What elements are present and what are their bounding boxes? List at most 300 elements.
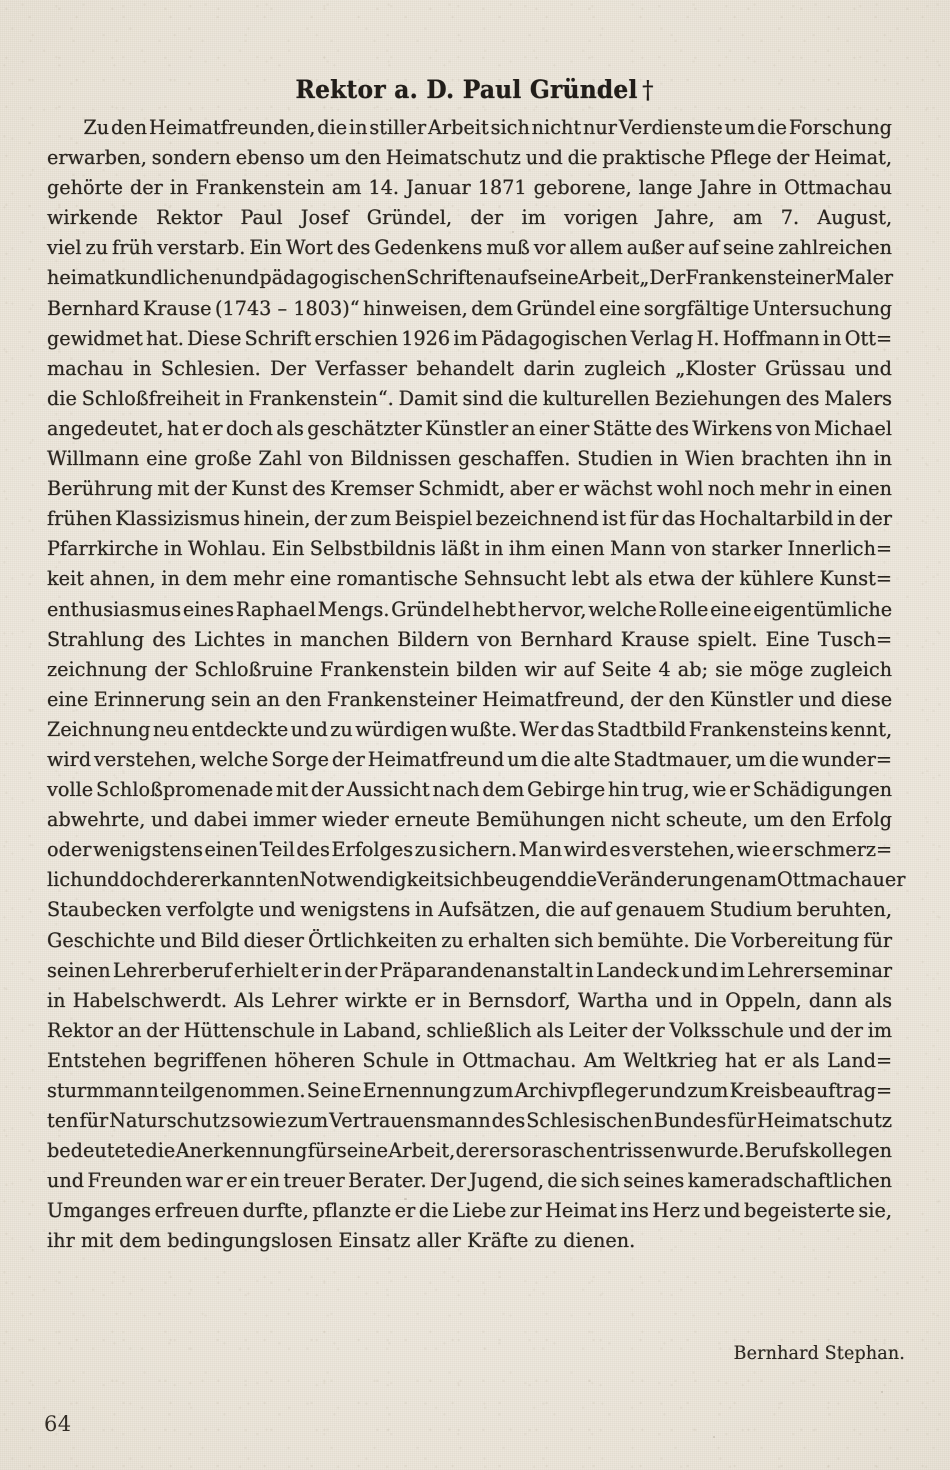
body-word: Zu	[83, 116, 110, 139]
body-word: ihn	[835, 447, 867, 471]
body-word: würdigen	[355, 717, 448, 741]
body-word: Stadtbild	[596, 717, 687, 741]
body-word: entdeckte	[191, 717, 289, 741]
body-word: dem	[471, 296, 514, 320]
body-word: Lichtes	[194, 627, 266, 651]
body-word: an	[256, 687, 281, 711]
body-word: Heimatfreund,	[482, 687, 625, 711]
body-word: und	[159, 928, 197, 952]
body-word: Bildnissen	[350, 447, 452, 471]
body-word: gehörte	[47, 176, 123, 200]
body-word: als	[614, 567, 643, 591]
body-word: Ottmachau	[784, 176, 893, 200]
body-word: es	[609, 838, 631, 862]
body-word: Ernennung	[362, 1079, 472, 1102]
body-word: in	[415, 898, 434, 922]
body-word: welche	[199, 747, 269, 771]
body-word: gewidmet	[47, 326, 143, 350]
body-word: Berufskollegen	[744, 1139, 893, 1163]
body-word: und	[655, 988, 693, 1012]
body-word: in	[319, 1018, 339, 1042]
body-word: und	[290, 717, 328, 741]
body-word: Schädigungen	[752, 778, 893, 802]
body-word: ten	[47, 1109, 79, 1133]
body-word: erneute	[394, 808, 471, 832]
body-word: Veränderungen	[597, 868, 748, 892]
body-word: Liebe	[452, 1199, 507, 1223]
body-word: verstehen,	[632, 838, 735, 862]
body-word: des	[491, 1109, 526, 1133]
body-word: als	[536, 1018, 564, 1042]
body-word: Raphael	[235, 597, 316, 621]
body-line	[47, 414, 892, 444]
body-word: Künstler	[425, 416, 509, 440]
body-word: des	[785, 386, 820, 410]
body-word: doch	[119, 868, 167, 892]
body-word: schmerz=	[794, 838, 893, 862]
body-word: diese	[841, 687, 893, 711]
body-word: volle	[47, 778, 94, 802]
body-word: eigentümliche	[753, 597, 893, 621]
body-word: der	[859, 507, 893, 531]
body-word: Pflege	[710, 146, 772, 170]
body-word: er	[488, 1139, 510, 1163]
body-word: dem	[185, 567, 228, 591]
body-word: eine	[146, 447, 188, 471]
body-line: ihr mit dem bedingungslosen Einsatz aller Kräfte zu dienen.	[47, 1229, 636, 1253]
body-word: Künstler	[710, 687, 794, 711]
body-word: in	[758, 176, 778, 200]
body-word: muß	[486, 236, 530, 260]
body-word: Verfasser	[315, 356, 408, 380]
body-word: ab;	[677, 657, 709, 681]
body-word: Krause	[142, 296, 212, 320]
body-word: Seite	[601, 657, 652, 681]
body-word: an	[511, 416, 536, 440]
body-word: „Der	[639, 266, 686, 290]
body-word: verstarb.	[157, 236, 246, 260]
body-word: als	[276, 416, 304, 440]
body-word: wir	[524, 657, 557, 681]
body-word: der	[166, 868, 200, 892]
body-word: und	[788, 1018, 826, 1042]
body-word: er	[300, 958, 322, 982]
body-word: Michael	[814, 416, 893, 440]
body-word: Berater.	[348, 1169, 427, 1193]
body-word: treuer	[283, 1169, 345, 1193]
body-word: erfreuen	[154, 1199, 240, 1223]
body-word: Arbeit	[578, 266, 640, 290]
body-word: Man	[518, 838, 563, 862]
body-word: von	[477, 627, 513, 651]
body-word: des	[152, 627, 186, 651]
body-line	[47, 354, 892, 384]
body-word: die	[567, 146, 598, 170]
body-line	[47, 564, 892, 594]
body-word: sich	[554, 928, 594, 952]
body-word: die	[547, 1169, 578, 1193]
body-word: neu	[152, 717, 190, 741]
body-word: Archivpfleger	[514, 1079, 648, 1102]
body-word: und	[798, 687, 836, 711]
body-word: das	[560, 717, 595, 741]
body-word: H.	[696, 326, 720, 350]
body-word: geschaffen.	[458, 447, 571, 471]
body-word: nur	[583, 116, 617, 139]
body-word: in	[484, 537, 504, 561]
body-word: Ott=	[844, 326, 893, 350]
body-word: 14.	[368, 176, 400, 200]
body-word: der	[776, 146, 810, 170]
body-word: welche	[588, 597, 657, 621]
body-word: pädagogischen	[259, 266, 407, 290]
body-line	[47, 113, 892, 143]
body-word: für	[727, 1109, 757, 1133]
body-line	[47, 685, 892, 715]
body-word: den	[789, 808, 826, 832]
body-word: Bemühungen	[475, 808, 606, 832]
body-word: um	[724, 116, 756, 139]
body-word: ihm	[508, 537, 546, 561]
body-word: Staubecken	[47, 898, 162, 922]
body-word: er	[394, 1199, 416, 1223]
body-word: 1926	[401, 326, 451, 350]
body-word: in	[161, 567, 180, 591]
body-word: um	[309, 146, 341, 170]
body-word: dann	[808, 988, 858, 1012]
body-word: doch	[225, 416, 273, 440]
body-word: Maler	[835, 266, 894, 290]
body-word: die	[545, 898, 576, 922]
body-word: praktische	[602, 146, 706, 170]
body-word: Lehrerberuf	[112, 958, 232, 982]
body-word: Untersuchung	[752, 296, 893, 320]
body-word: einen	[550, 537, 605, 561]
body-word: geschätzter	[307, 416, 422, 440]
body-word: wächst	[583, 477, 653, 501]
body-word: wußte.	[450, 717, 518, 741]
article-title-block	[0, 58, 950, 121]
body-word: verfolgte	[166, 898, 255, 922]
body-word: in	[659, 447, 679, 471]
body-word: Rolle	[658, 597, 709, 621]
body-word: die	[769, 747, 799, 771]
body-word: Schrift	[244, 326, 312, 350]
body-word: er	[226, 1169, 247, 1193]
body-word: Willmann	[47, 447, 140, 471]
article-title-text: Rektor a. D. Paul Gründel	[295, 74, 639, 104]
body-word: den	[285, 687, 322, 711]
body-word: wieder	[321, 808, 389, 832]
body-word: Jahre	[699, 176, 752, 200]
body-word: erschien	[314, 326, 399, 350]
body-word: Der	[430, 1169, 467, 1193]
body-word: am	[732, 206, 763, 230]
body-word: in	[699, 988, 719, 1012]
body-word: seine	[527, 266, 579, 290]
body-word: der	[630, 687, 664, 711]
body-line	[47, 835, 892, 865]
body-word: für	[79, 1109, 109, 1133]
body-word: Mann	[610, 537, 666, 561]
body-line	[47, 1016, 892, 1046]
body-word: kameradschaftlichen	[687, 1169, 893, 1193]
body-word: (1743 – 1803)“	[214, 296, 360, 320]
body-word: pflanzte	[312, 1199, 392, 1223]
body-word: Vorbereitung	[730, 928, 860, 952]
body-line	[47, 233, 892, 263]
body-word: bemühte.	[597, 928, 690, 952]
body-word: Heimatfreund	[367, 747, 505, 771]
body-word: erhalten	[468, 928, 551, 952]
body-word: und	[681, 958, 719, 982]
body-word: in	[815, 477, 834, 501]
body-word: Gebirge	[527, 778, 606, 802]
body-word: Strahlung	[47, 627, 145, 651]
body-word: romantische	[336, 567, 459, 591]
body-word: zu	[414, 838, 438, 862]
body-word: Kunst=	[819, 567, 892, 591]
body-line	[47, 775, 892, 805]
body-word: und	[258, 898, 296, 922]
body-word: August,	[817, 206, 893, 230]
body-word: die	[418, 1199, 449, 1223]
body-word: und	[151, 808, 189, 832]
body-word: der	[700, 567, 734, 591]
body-word: als	[792, 1048, 820, 1072]
body-word: Jahre,	[656, 206, 715, 230]
body-word: der	[631, 1018, 665, 1042]
body-word: Tusch=	[817, 627, 893, 651]
body-word: Berührung	[47, 477, 153, 501]
body-word: Rektor	[47, 1018, 114, 1042]
body-word: Hochaltarbild	[699, 507, 834, 531]
body-word: den	[668, 687, 705, 711]
body-word: Rektor	[156, 206, 223, 230]
body-word: Oppeln,	[725, 988, 802, 1012]
body-word: behandelt	[416, 356, 515, 380]
body-word: nach	[432, 778, 480, 802]
body-word: sowie	[231, 1109, 287, 1133]
body-word: immer	[253, 808, 317, 832]
body-word: von	[775, 416, 811, 440]
body-word: als	[864, 988, 893, 1012]
body-word: Heimat,	[814, 146, 893, 170]
body-word: zu	[441, 928, 464, 952]
body-word: Krause	[620, 627, 690, 651]
body-word: manchen	[300, 627, 390, 651]
body-word: entrissen	[585, 1139, 677, 1163]
body-word: Entstehen	[47, 1048, 147, 1072]
body-word: viel	[47, 236, 82, 260]
body-word: eines	[182, 597, 235, 621]
body-word: trug,	[641, 778, 690, 802]
body-word: in	[348, 116, 368, 139]
body-word: 1871	[477, 176, 527, 200]
body-word: wird	[563, 838, 608, 862]
body-word: Damit	[398, 386, 458, 410]
body-word: für	[863, 928, 893, 952]
body-word: Ottmachau.	[462, 1048, 577, 1072]
body-word: beugend	[482, 868, 568, 892]
body-word: zu	[330, 717, 353, 741]
body-word: der	[344, 958, 378, 982]
body-word: in	[822, 326, 842, 350]
body-word: Mengs.	[317, 597, 390, 621]
body-word: hat	[167, 416, 199, 440]
body-word: Josef	[300, 206, 349, 230]
body-word: zum	[350, 507, 392, 531]
paper-fleck	[713, 1436, 715, 1438]
body-word: Frankenstein“.	[248, 386, 394, 410]
body-word: Bernsdorf,	[468, 988, 571, 1012]
body-word: noch	[707, 477, 756, 501]
body-word: allem	[569, 236, 623, 260]
body-word: sorgfältige	[643, 296, 750, 320]
body-word: in	[133, 356, 152, 380]
body-word: erwarben,	[47, 146, 147, 170]
body-word: Beispiel	[394, 507, 473, 531]
body-word: Bernhard	[520, 627, 613, 651]
body-word: er	[729, 778, 750, 802]
body-word: dem	[482, 778, 525, 802]
body-word: auf	[563, 657, 595, 681]
body-word: Die	[693, 928, 727, 952]
body-word: und	[649, 1079, 687, 1102]
body-word: Studien	[577, 447, 653, 471]
body-word: Schloßfreiheit	[81, 386, 221, 410]
body-word: wirkende	[47, 206, 138, 230]
body-word: in	[575, 958, 594, 982]
body-word: wenigstens	[300, 898, 411, 922]
body-word: nicht	[531, 116, 582, 139]
body-word: Schlesien.	[160, 356, 261, 380]
body-word: Jugend,	[469, 1169, 545, 1193]
body-word: die	[540, 747, 571, 771]
body-word: Schloßruine	[194, 657, 313, 681]
body-word: große	[194, 447, 252, 471]
body-word: Pfarrkirche	[47, 537, 159, 561]
body-word: war	[185, 1169, 223, 1193]
body-word: und	[703, 1199, 741, 1223]
body-word: heimatkundlichen	[47, 266, 223, 290]
body-word: Stadtmauer,	[613, 747, 733, 771]
body-word: sind	[462, 386, 504, 410]
body-word: frühen	[47, 507, 112, 531]
body-word: auf	[579, 898, 611, 922]
body-word: Hüttenschule	[183, 1018, 316, 1042]
body-line	[47, 745, 892, 775]
body-word: Verlag	[630, 326, 694, 350]
body-word: etwa	[648, 567, 696, 591]
body-word: wie	[736, 838, 771, 862]
body-word: die	[508, 386, 538, 410]
body-word: lebt	[571, 567, 610, 591]
body-word: hin	[608, 778, 639, 802]
body-line	[47, 324, 892, 354]
body-word: Diese	[187, 326, 242, 350]
body-word: Ein	[249, 236, 282, 260]
body-line	[47, 1076, 892, 1106]
body-word: stiller	[369, 116, 427, 139]
body-word: mehr	[759, 477, 811, 501]
body-word: für	[307, 1139, 337, 1163]
body-word: begriffenen	[153, 1048, 267, 1072]
body-word: eine	[47, 687, 89, 711]
body-word: hebt	[472, 597, 517, 621]
body-word: die	[47, 386, 77, 410]
body-word: Grüssau	[765, 356, 846, 380]
body-word: Erfolges	[331, 838, 414, 862]
body-word: der	[455, 1139, 489, 1163]
body-word: Hoffmann	[722, 326, 820, 350]
body-word: Seine	[306, 1079, 362, 1102]
body-word: begeisterte	[743, 1199, 855, 1223]
author-signature: Bernhard Stephan.	[733, 1343, 905, 1364]
body-line	[47, 1196, 892, 1226]
body-word: das	[661, 507, 696, 531]
body-word: in	[873, 447, 893, 471]
body-line	[47, 534, 892, 564]
body-word: einen	[204, 838, 259, 862]
body-word: Schriften	[406, 266, 497, 290]
body-word: Kremser	[330, 477, 414, 501]
body-line	[47, 986, 892, 1016]
body-word: Klassizismus	[115, 507, 240, 531]
body-word: um	[753, 808, 785, 832]
body-word: kühlere	[739, 567, 814, 591]
page-number: 64	[44, 1412, 72, 1436]
body-word: dieser	[243, 928, 304, 952]
body-word: Bild	[200, 928, 240, 952]
body-line	[47, 1046, 892, 1076]
body-word: Heimatschutz	[757, 1109, 893, 1133]
body-word: früh	[112, 236, 154, 260]
dagger-icon: †	[642, 75, 655, 104]
body-word: Ottmachauer	[776, 868, 906, 892]
body-word: in	[442, 988, 461, 1012]
body-word: wirkte	[344, 988, 408, 1012]
body-word: zu	[85, 236, 109, 260]
body-word: sie,	[858, 1199, 893, 1223]
body-word: sich	[580, 1169, 620, 1193]
body-word: Arbeit,	[388, 1139, 456, 1163]
page-title	[296, 75, 654, 104]
body-word: nicht	[610, 808, 661, 832]
body-word: Laband,	[343, 1018, 422, 1042]
body-word: Umganges	[47, 1199, 152, 1223]
body-line	[47, 805, 892, 835]
body-word: eine	[710, 597, 752, 621]
body-line	[47, 444, 892, 474]
body-word: zugleich	[810, 657, 893, 681]
body-word: Wer	[519, 717, 559, 741]
body-word: für	[629, 507, 659, 531]
article-body	[47, 113, 905, 1257]
body-word: ein	[250, 1169, 280, 1193]
body-word: Januar	[406, 176, 471, 200]
body-word: brachten	[741, 447, 829, 471]
body-word: in	[436, 1048, 455, 1072]
body-word: wenigstens	[93, 838, 203, 862]
body-word: die	[757, 116, 787, 139]
body-word: vor	[533, 236, 566, 260]
body-word: hat.	[146, 326, 184, 350]
body-word: Heimatschutz	[385, 146, 521, 170]
body-line	[47, 504, 892, 534]
body-word: im	[521, 206, 546, 230]
body-word: Freunden	[87, 1169, 183, 1193]
